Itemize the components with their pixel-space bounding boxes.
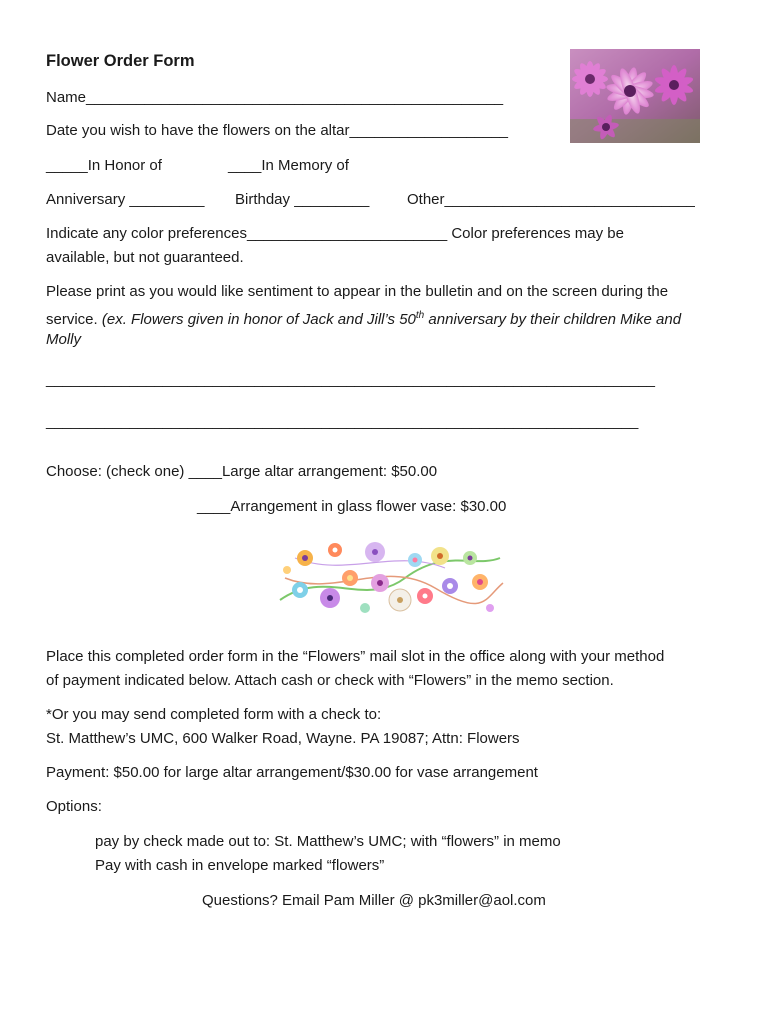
- choose-label: Choose: (check one): [46, 463, 185, 480]
- memory-blank[interactable]: ____: [228, 157, 262, 174]
- flower-garland-illustration: [275, 538, 505, 618]
- birthday-label: Birthday: [235, 191, 291, 208]
- sentiment-instruction: Please print as you would like sentiment to appear in the bulletin and on the screen during the: [46, 283, 669, 300]
- other-field: [407, 191, 695, 209]
- anniversary-field: [46, 191, 204, 209]
- honor-memory-row: [46, 157, 162, 175]
- sentiment-service: service.: [46, 311, 98, 328]
- vase-row: [197, 498, 506, 516]
- sentiment-example: (ex. Flowers given in honor of Jack and Jill’s 50th anniversary by their children Mike and: [101, 310, 682, 328]
- option-cash: Pay with cash in envelope marked “flowers”: [95, 857, 385, 874]
- sentiment-line-1[interactable]: _________________________________________________________________________: [46, 371, 655, 388]
- date-blank[interactable]: ___________________: [349, 122, 509, 139]
- name-field-row: [46, 89, 503, 107]
- memory-field: [228, 157, 349, 175]
- birthday-field: [235, 191, 369, 209]
- choose-row: [46, 463, 437, 481]
- sentiment-line-2[interactable]: _______________________________________________________________________: [46, 413, 639, 430]
- other-label: Other: [407, 191, 445, 208]
- sentiment-example-end: Molly: [46, 331, 82, 348]
- honor-blank[interactable]: _____: [46, 157, 88, 174]
- honor-label: In Honor of: [87, 157, 162, 174]
- purple-daisy-photo: [570, 49, 700, 143]
- color-label: Indicate any color preferences: [46, 225, 247, 242]
- color-preferences-row: [46, 225, 624, 243]
- payment-info: Payment: $50.00 for large altar arrangement/$30.00 for vase arrangement: [46, 764, 538, 781]
- anniversary-label: Anniversary: [46, 191, 126, 208]
- place-form-instruction-2: of payment indicated below. Attach cash or check with “Flowers” in the memo section.: [46, 672, 614, 689]
- mail-instruction: *Or you may send completed form with a check to:: [46, 706, 382, 723]
- memory-label: In Memory of: [261, 157, 349, 174]
- vase-blank[interactable]: ____: [197, 498, 231, 515]
- date-label: Date you wish to have the flowers on the altar: [46, 122, 350, 139]
- date-field-row: [46, 122, 508, 140]
- form-title: Flower Order Form: [46, 52, 195, 70]
- options-heading: Options:: [46, 798, 102, 815]
- vase-arrangement-label: Arrangement in glass flower vase: $30.00: [230, 498, 507, 515]
- mailing-address: St. Matthew’s UMC, 600 Walker Road, Wayne. PA 19087; Attn: Flowers: [46, 730, 520, 747]
- color-note: Color preferences may be: [451, 225, 624, 242]
- anniversary-blank[interactable]: _________: [129, 191, 205, 208]
- option-check: pay by check made out to: St. Matthew’s UMC; with “flowers” in memo: [95, 833, 561, 850]
- large-arrangement-label: Large altar arrangement: $50.00: [221, 463, 438, 480]
- place-form-instruction: Place this completed order form in the “Flowers” mail slot in the office along with your method: [46, 648, 665, 665]
- name-blank[interactable]: __________________________________________________: [86, 89, 504, 106]
- questions-contact: Questions? Email Pam Miller @ pk3miller@aol.com: [202, 892, 546, 909]
- sentiment-example-row: [46, 307, 681, 329]
- large-blank[interactable]: ____: [188, 463, 222, 480]
- birthday-blank[interactable]: _________: [294, 191, 370, 208]
- color-note-continued: available, but not guaranteed.: [46, 249, 244, 266]
- other-blank[interactable]: ______________________________: [444, 191, 695, 208]
- name-label: Name: [46, 89, 87, 106]
- color-blank[interactable]: ________________________: [246, 225, 448, 242]
